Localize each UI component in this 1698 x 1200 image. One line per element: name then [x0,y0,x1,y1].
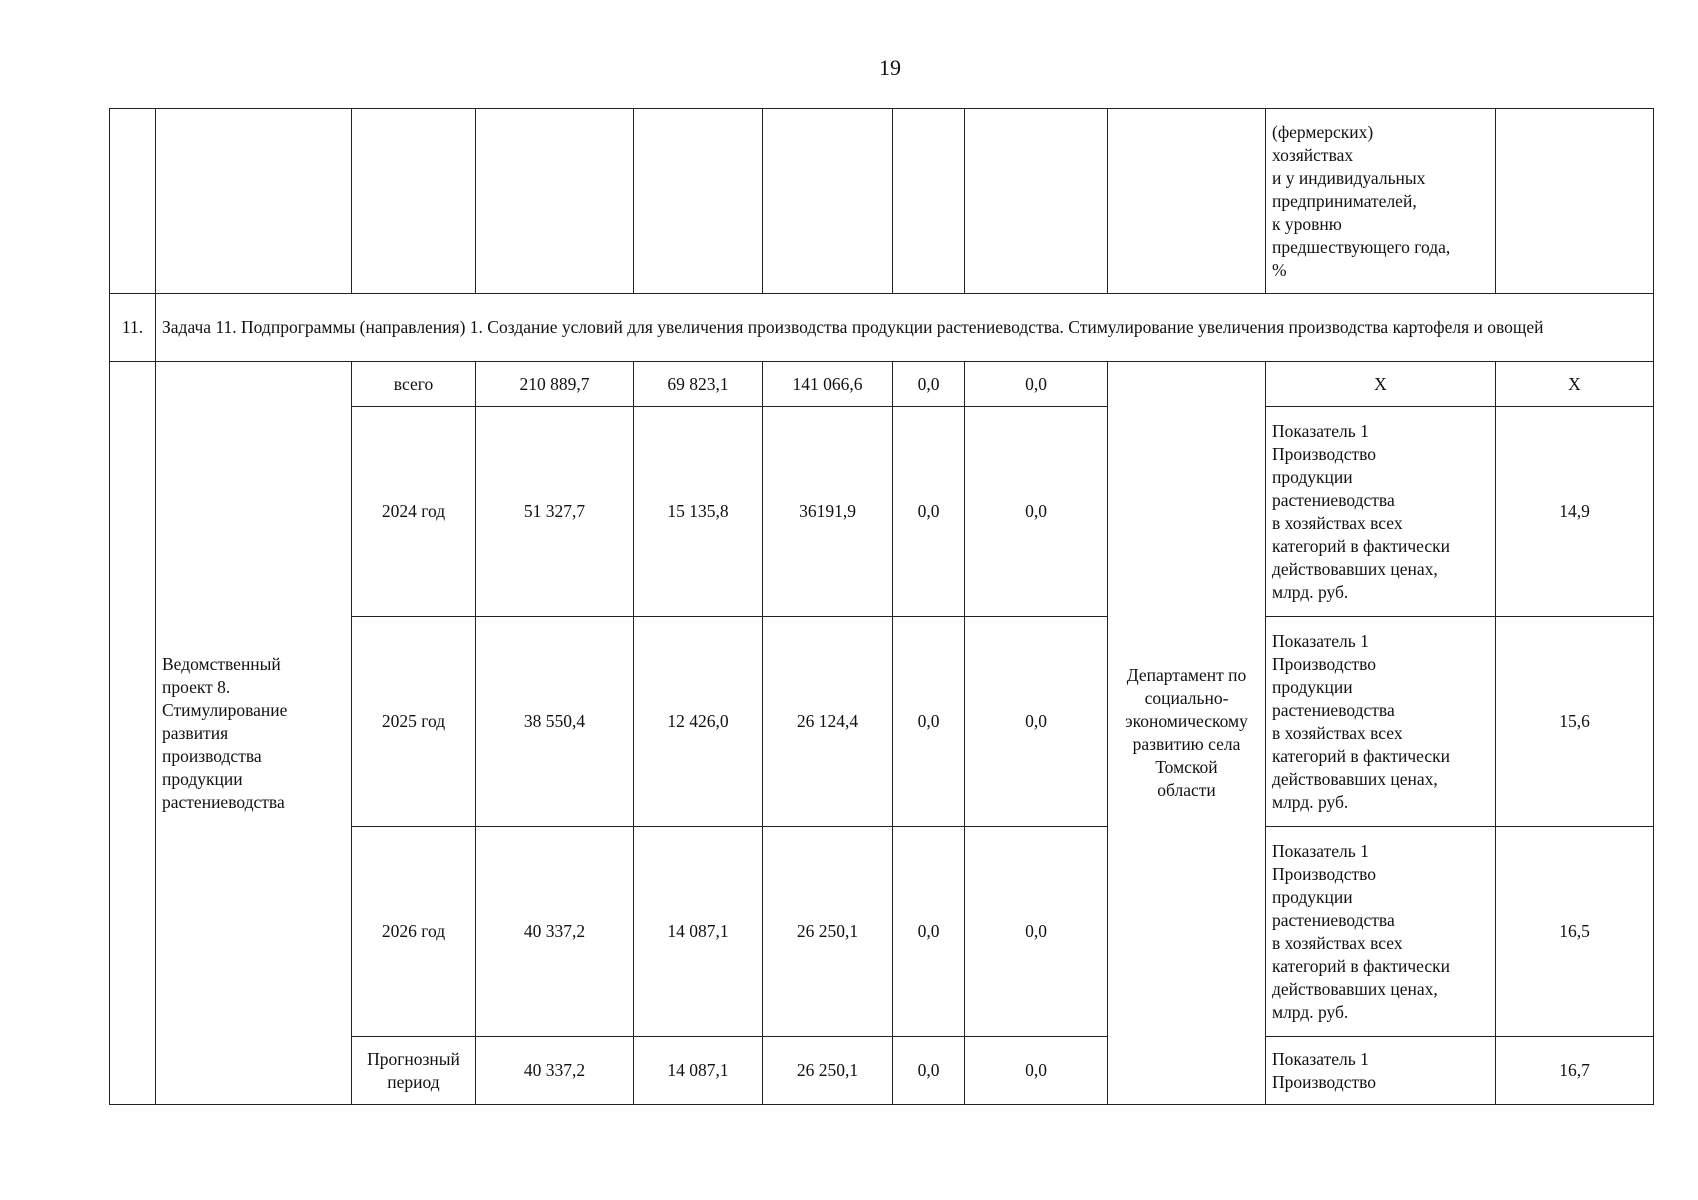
indicator-cell: Показатель 1 Производство продукции растениеводства в хозяйствах всех категорий в фактически действовавших ценах, млрд. руб. [1266,827,1496,1037]
indicator-cell: (фермерских) хозяйствах и у индивидуальных предпринимателей, к уровню предшествующего года, % [1266,109,1496,294]
indicator-value-cell: 16,5 [1496,827,1654,1037]
project-name: Ведомственный проект 8. Стимулирование развития производства продукции растениеводства [156,362,352,1105]
period-cell: 2025 год [352,617,476,827]
local-cell: 0,0 [893,362,965,407]
table-row [110,362,1654,407]
indicator-cell: Показатель 1 Производство [1266,1037,1496,1105]
task-description: Задача 11. Подпрограммы (направления) 1. Создание условий для увеличения производства продукции растениеводства. Стимулирование увеличения производства картофеля и овощей [156,294,1654,362]
federal-cell: 12 426,0 [634,617,763,827]
federal-cell: 15 135,8 [634,407,763,617]
extrabudget-cell: 0,0 [965,827,1108,1037]
indicator-cell: Показатель 1 Производство продукции растениеводства в хозяйствах всех категорий в фактически действовавших ценах, млрд. руб. [1266,407,1496,617]
federal-cell: 14 087,1 [634,1037,763,1105]
empty-cell [352,109,476,294]
empty-cell [476,109,634,294]
indicator-value-cell: Х [1496,362,1654,407]
regional-cell: 26 250,1 [763,827,893,1037]
local-cell: 0,0 [893,827,965,1037]
local-cell: 0,0 [893,407,965,617]
extrabudget-cell: 0,0 [965,407,1108,617]
empty-cell [1496,109,1654,294]
page-number: 19 [879,55,901,80]
extrabudget-cell: 0,0 [965,1037,1108,1105]
indicator-value-cell: 16,7 [1496,1037,1654,1105]
total-cell: 38 550,4 [476,617,634,827]
empty-cell [156,109,352,294]
period-cell: Прогнозный период [352,1037,476,1105]
task-row [110,294,1654,362]
local-cell: 0,0 [893,617,965,827]
task-number: 11. [110,294,156,362]
federal-cell: 14 087,1 [634,827,763,1037]
empty-cell [1108,109,1266,294]
total-cell: 40 337,2 [476,1037,634,1105]
executor-cell: Департамент по социально- экономическому развитию села Томской области [1108,362,1266,1105]
regional-cell: 26 124,4 [763,617,893,827]
indicator-value-cell: 14,9 [1496,407,1654,617]
period-cell: всего [352,362,476,407]
extrabudget-cell: 0,0 [965,362,1108,407]
total-cell: 51 327,7 [476,407,634,617]
regional-cell: 26 250,1 [763,1037,893,1105]
empty-cell [110,362,156,1105]
indicator-cell: Показатель 1 Производство продукции растениеводства в хозяйствах всех категорий в фактически действовавших ценах, млрд. руб. [1266,617,1496,827]
continuation-row [110,109,1654,294]
empty-cell [763,109,893,294]
indicator-value-cell: 15,6 [1496,617,1654,827]
empty-cell [110,109,156,294]
period-cell: 2026 год [352,827,476,1037]
regional-cell: 141 066,6 [763,362,893,407]
total-cell: 210 889,7 [476,362,634,407]
regional-cell: 36191,9 [763,407,893,617]
empty-cell [893,109,965,294]
federal-cell: 69 823,1 [634,362,763,407]
program-table [109,108,1654,1105]
empty-cell [634,109,763,294]
total-cell: 40 337,2 [476,827,634,1037]
period-cell: 2024 год [352,407,476,617]
indicator-cell: Х [1266,362,1496,407]
empty-cell [965,109,1108,294]
extrabudget-cell: 0,0 [965,617,1108,827]
local-cell: 0,0 [893,1037,965,1105]
